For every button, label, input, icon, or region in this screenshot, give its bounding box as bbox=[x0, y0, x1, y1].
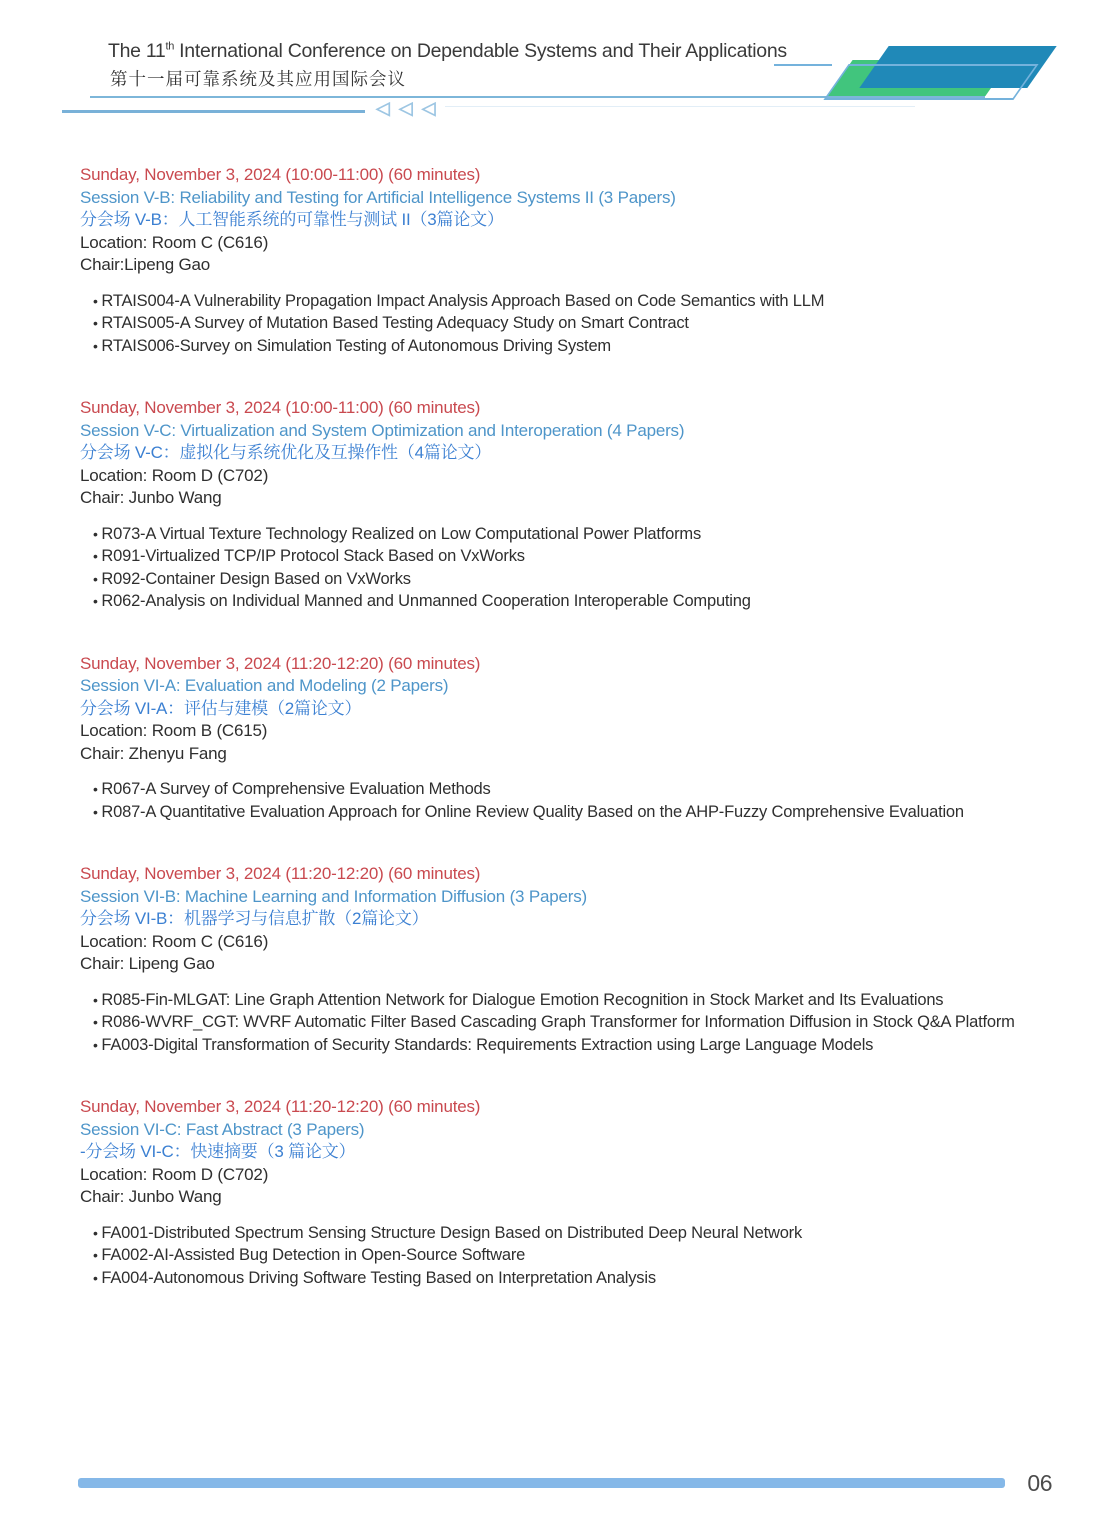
session-datetime: Sunday, November 3, 2024 (10:00-11:00) (60 minutes) bbox=[80, 165, 481, 184]
paper-list bbox=[93, 989, 1050, 1057]
session-chair: Chair: Junbo Wang bbox=[80, 488, 222, 507]
paper-item: • FA004-Autonomous Driving Software Testing Based on Interpretation Analysis bbox=[93, 1267, 1050, 1290]
session-block bbox=[80, 653, 1050, 824]
conference-title-en bbox=[108, 40, 787, 63]
session-chair: Chair: Lipeng Gao bbox=[80, 954, 215, 973]
header-decoration bbox=[790, 38, 1060, 113]
session-datetime: Sunday, November 3, 2024 (10:00-11:00) (60 minutes) bbox=[80, 398, 481, 417]
session-chair: Chair:Lipeng Gao bbox=[80, 255, 211, 274]
session-block bbox=[80, 397, 1050, 613]
session-datetime: Sunday, November 3, 2024 (11:20-12:20) (60 minutes) bbox=[80, 864, 481, 883]
header-faint-line bbox=[445, 106, 915, 107]
session-location: Location: Room C (C616) bbox=[80, 232, 269, 252]
footer-divider-bar bbox=[78, 1478, 1005, 1488]
paper-item: • R067-A Survey of Comprehensive Evaluation Methods bbox=[93, 778, 1050, 801]
paper-item: • R085-Fin-MLGAT: Line Graph Attention Network for Dialogue Emotion Recognition in Stock Market and Its Evaluations bbox=[93, 989, 1050, 1012]
session-location: Location: Room D (C702) bbox=[80, 465, 269, 485]
conference-title-zh: 第十一届可靠系统及其应用国际会议 bbox=[110, 69, 406, 89]
session-block bbox=[80, 164, 1050, 357]
paper-item: • R086-WVRF_CGT: WVRF Automatic Filter Based Cascading Graph Transformer for Information Diffusion in Stock Q&A Platform bbox=[93, 1011, 1050, 1034]
paper-item: • R073-A Virtual Texture Technology Realized on Low Computational Power Platforms bbox=[93, 523, 1050, 546]
session-chair: Chair: Junbo Wang bbox=[80, 1187, 222, 1206]
session-location: Location: Room D (C702) bbox=[80, 1164, 269, 1184]
paper-list bbox=[93, 523, 1050, 613]
session-title-en: Session V-B: Reliability and Testing for Artificial Intelligence Systems II (3 Papers) bbox=[80, 187, 676, 207]
paper-item: • FA001-Distributed Spectrum Sensing Structure Design Based on Distributed Deep Neural Network bbox=[93, 1222, 1050, 1245]
paper-item: • R091-Virtualized TCP/IP Protocol Stack Based on VxWorks bbox=[93, 545, 1050, 568]
outline-parallelogram-shape bbox=[823, 64, 1038, 100]
session-title-zh: 分会场 VI-B：机器学习与信息扩散（2篇论文） bbox=[80, 909, 429, 928]
page-number: 06 bbox=[1027, 1470, 1052, 1496]
session-title-zh: -分会场 VI-C：快速摘要（3 篇论文） bbox=[80, 1142, 356, 1161]
session-title-zh: 分会场 VI-A：评估与建模（2篇论文） bbox=[80, 698, 362, 718]
paper-item: • R092-Container Design Based on VxWorks bbox=[93, 568, 1050, 591]
paper-item: • RTAIS004-A Vulnerability Propagation Impact Analysis Approach Based on Code Semantics with LLM bbox=[93, 290, 1050, 313]
program-content bbox=[0, 148, 1110, 1289]
paper-item: • FA003-Digital Transformation of Security Standards: Requirements Extraction using Large Language Models bbox=[93, 1034, 1050, 1057]
paper-list bbox=[93, 1222, 1050, 1290]
paper-list bbox=[93, 290, 1050, 358]
session-title-en: Session VI-B: Machine Learning and Information Diffusion (3 Papers) bbox=[80, 886, 587, 906]
header-underline bbox=[62, 110, 365, 113]
session-title-en: Session VI-A: Evaluation and Modeling (2 Papers) bbox=[80, 676, 449, 695]
title-ordinal-suffix: th bbox=[165, 40, 175, 53]
session-chair: Chair: Zhenyu Fang bbox=[80, 743, 227, 763]
session-datetime: Sunday, November 3, 2024 (11:20-12:20) (60 minutes) bbox=[80, 653, 481, 673]
session-location: Location: Room C (C616) bbox=[80, 931, 269, 951]
session-block bbox=[80, 1096, 1050, 1289]
session-location: Location: Room B (C615) bbox=[80, 721, 268, 740]
paper-list bbox=[93, 778, 1050, 823]
session-title-zh: 分会场 V-B：人工智能系统的可靠性与测试 II（3篇论文） bbox=[80, 210, 504, 229]
session-title-zh: 分会场 V-C：虚拟化与系统优化及互操作性（4篇论文） bbox=[80, 443, 492, 462]
title-suffix: International Conference on Dependable Systems and Their Applications bbox=[174, 40, 787, 62]
title-prefix: The 11 bbox=[108, 40, 166, 62]
page-header bbox=[0, 0, 1110, 148]
decoration-connector-line bbox=[774, 64, 832, 66]
triangle-arrows-icon: ◁ ◁ ◁ bbox=[376, 98, 438, 118]
session-title-en: Session V-C: Virtualization and System Optimization and Interoperation (4 Papers) bbox=[80, 420, 685, 440]
paper-item: • R062-Analysis on Individual Manned and Unmanned Cooperation Interoperable Computing bbox=[93, 590, 1050, 613]
paper-item: • FA002-AI-Assisted Bug Detection in Open-Source Software bbox=[93, 1244, 1050, 1267]
session-block bbox=[80, 863, 1050, 1056]
paper-item: • RTAIS005-A Survey of Mutation Based Testing Adequacy Study on Smart Contract bbox=[93, 312, 1050, 335]
paper-item: • R087-A Quantitative Evaluation Approach for Online Review Quality Based on the AHP-Fuzzy Comprehensive Evaluation bbox=[93, 801, 1050, 824]
session-title-en: Session VI-C: Fast Abstract (3 Papers) bbox=[80, 1119, 365, 1139]
paper-item: • RTAIS006-Survey on Simulation Testing of Autonomous Driving System bbox=[93, 335, 1050, 358]
session-datetime: Sunday, November 3, 2024 (11:20-12:20) (60 minutes) bbox=[80, 1097, 481, 1116]
